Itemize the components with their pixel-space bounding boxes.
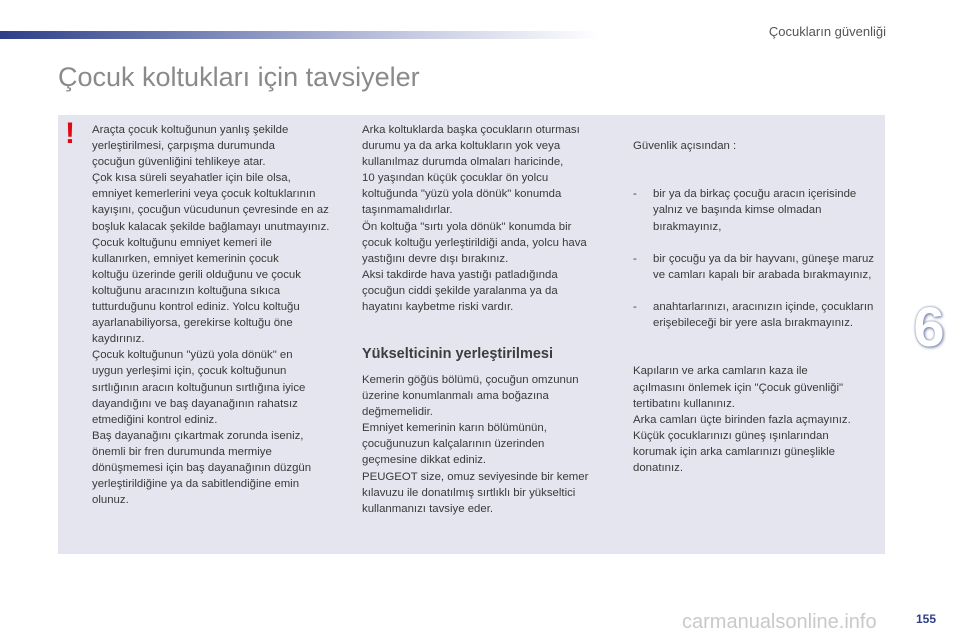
list-item [633,299,881,331]
list-item [633,186,881,234]
list-dash: - [633,301,637,314]
booster-heading: Yükselticinin yerleştirilmesi [362,346,554,362]
section-title: Çocukların güvenliği [768,24,886,39]
list-item-text: anahtarlarınızı, aracınızın içinde, çocukların erişebileceği bir yere asla bırakmayınız. [653,301,874,330]
list-dash: - [633,188,637,201]
warning-icon: ! [65,117,75,150]
safety-intro: Güvenlik açısından : [633,140,737,153]
safety-column [633,122,881,492]
page-number: 155 [916,612,937,626]
booster-text: Kemerin göğüs bölümü, çocuğun omzunun üzerine konumlanmalı ama boğazına değmemelidir. Emniyet kemerinin karın bölümünün, çocuğunuzun kalçalarının üzerinden geçmesine dikkat ediniz. PEUGEOT size, omuz seviyesinde bir kemer kılavuzu ile donatılmış sırtlıklı bir yükseltici kullanmanızı tavsiye eder. [362,374,589,515]
chapter-number: 6 [913,295,945,358]
airbag-text-column: Arka koltuklarda başka çocukların oturması durumu ya da arka koltukların yok veya kullanılmaz durumda olmaları haricinde, 10 yaşından küçük çocuklar ön yolcu koltuğunda "yüzü yola dönük" konumda taşınmamalıdırlar. Ön koltuğa "sırtı yola dönük" konumda bir çocuk koltuğu yerleştirildiği anda, yolcu hava yastığını devre dışı bırakınız. Aksi takdirde hava yastığı patladığında çocuğun ciddi şekilde yaralanma ya da hayatını kaybetme riski vardır. [362,124,587,314]
watermark: carmanualsonline.info [682,611,877,633]
safety-outro: Kapıların ve arka camların kaza ile açılmasını önlemek için "Çocuk güvenliği" tertibatını kullanınız. Arka camları üçte birinden fazla açmayınız. Küçük çocuklarınızı güneş ışınlarından korumak için arka camlarınızı güneşlikle donatınız. [633,365,851,474]
list-item [633,251,881,283]
warning-text-column: Araçta çocuk koltuğunun yanlış şekilde yerleştirilmesi, çarpışma durumunda çocuğun güvenliğini tehlikeye atar. Çok kısa süreli seyahatler için bile olsa, emniyet kemerlerini veya çocuk koltuklarının kayışını, çocuğun vücudunun çevresinde en az boşluk kalacak şekilde bağlamayı unutmayınız. Çocuk koltuğunu emniyet kemeri ile kullanırken, emniyet kemerinin çocuk koltuğu üzerinde gerili olduğunu ve çocuk koltuğunu aracınızın koltuğuna sıkıca tutturduğunu kontrol ediniz. Yolcu koltuğu ayarlanabiliyorsa, gerekirse koltuğu öne kaydırınız. Çocuk koltuğunun "yüzü yola dönük" en uygun yerleşimi için, çocuk koltuğunun sırtlığının aracın koltuğunun sırtlığına iyice dayandığını ve baş dayanağının rahatsız etmediğini kontrol ediniz. Baş dayanağını çıkartmak zorunda iseniz, önemli bir fren durumunda mermiye dönüşmemesi için baş dayanağının düzgün yerleştirildiğine ya da sabitlendiğine emin olunuz. [92,124,330,507]
list-item-text: bir çocuğu ya da bir hayvanı, güneşe maruz ve camları kapalı bir arabada bırakmayınız, [653,252,874,281]
safety-list [633,170,881,347]
list-item-text: bir ya da birkaç çocuğu aracın içerisinde yalnız ve başında kimse olmadan bırakmayınız, [653,188,857,233]
header-gradient-bar [0,31,600,39]
page-title: Çocuk koltukları için tavsiyeler [58,62,420,92]
list-dash: - [633,252,637,265]
